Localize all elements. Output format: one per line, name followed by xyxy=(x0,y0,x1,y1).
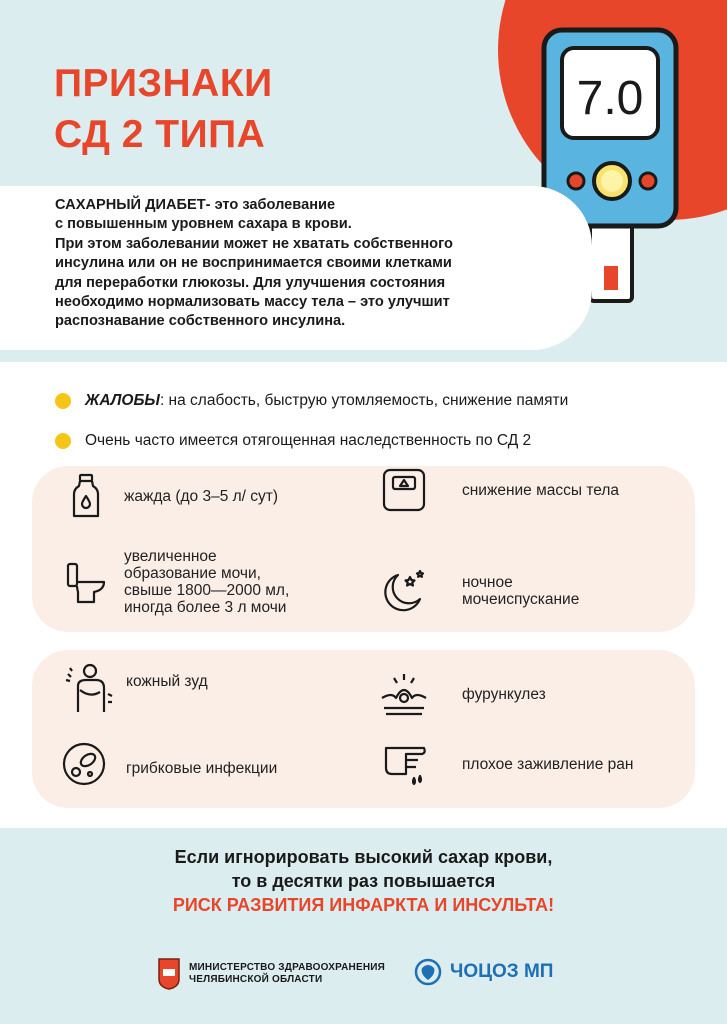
warning-line-3: РИСК РАЗВИТИЯ ИНФАРКТА И ИНСУЛЬТА! xyxy=(172,895,555,915)
ministry-name xyxy=(189,962,385,986)
symptom-label: грибковые инфекции xyxy=(126,759,278,777)
moon-stars-icon xyxy=(380,567,428,615)
bullet-complaints xyxy=(55,381,695,421)
symptom-weight-loss xyxy=(380,466,619,514)
ministry-logo xyxy=(157,957,385,991)
title-line-2: СД 2 ТИПА xyxy=(54,113,266,156)
symptom-itch xyxy=(60,660,208,714)
ministry-line-2: ЧЕЛЯБИНСКОЙ ОБЛАСТИ xyxy=(189,974,323,985)
bullet-list xyxy=(55,381,695,461)
symptom-label-multiline xyxy=(462,574,579,608)
center-logo xyxy=(414,958,553,986)
bullet-heredity xyxy=(55,421,695,461)
symptom-furunculosis xyxy=(380,670,546,718)
definition-line: инсулина или он не воспринимается своими клетками xyxy=(55,255,452,272)
bleeding-finger-icon xyxy=(380,740,428,788)
title-line-1: ПРИЗНАКИ xyxy=(54,62,273,105)
symptom-label: кожный зуд xyxy=(126,672,208,690)
warning-line-2: то в десятки раз повышается xyxy=(231,871,496,891)
ministry-line-1: МИНИСТЕРСТВО ЗДРАВООХРАНЕНИЯ xyxy=(189,962,386,973)
bullet-text xyxy=(85,392,568,410)
symptom-nocturia xyxy=(380,567,579,615)
complaints-label: ЖАЛОБЫ xyxy=(85,392,160,409)
warning-line-1: Если игнорировать высокий сахар крови, xyxy=(174,847,553,867)
symptom-fungal xyxy=(60,740,277,788)
symptom-label-line: мочеиспускание xyxy=(462,591,580,608)
coat-of-arms-icon xyxy=(157,957,181,991)
symptom-poor-healing xyxy=(380,740,633,788)
toilet-icon xyxy=(62,558,110,606)
definition-text xyxy=(55,196,575,332)
bullet-dot xyxy=(55,393,71,409)
definition-line: для переработки глюкозы. Для улучшения состояния xyxy=(55,274,446,291)
symptom-polyuria xyxy=(62,548,289,616)
center-name: ЧОЦОЗ МП xyxy=(450,961,554,982)
symptom-label-multiline xyxy=(124,548,289,616)
skin-boil-icon xyxy=(380,670,428,718)
meter-reading: 7.0 xyxy=(576,72,644,125)
symptom-label: жажда (до 3–5 л/ сут) xyxy=(124,487,279,505)
symptom-label-line: увеличенное xyxy=(124,548,217,565)
symptom-thirst xyxy=(62,472,278,520)
definition-line: распознавание собственного инсулина. xyxy=(55,313,346,330)
bullet-dot xyxy=(55,433,71,449)
scale-icon xyxy=(380,466,428,514)
definition-line: необходимо нормализовать массу тела – это улучшит xyxy=(55,294,450,311)
symptom-label-line: ночное xyxy=(462,574,513,591)
microbe-icon xyxy=(60,740,108,788)
symptom-label: плохое заживление ран xyxy=(462,755,634,773)
symptom-label: снижение массы тела xyxy=(462,481,620,499)
definition-line: При этом заболевании может не хватать собственного xyxy=(55,235,453,252)
symptom-label-line: иногда более 3 л мочи xyxy=(124,599,287,616)
heredity-text: Очень часто имеется отягощенная наследственность по СД 2 xyxy=(85,432,532,449)
globe-icon xyxy=(414,958,442,986)
symptom-label-line: образование мочи, xyxy=(124,565,261,582)
definition-line: с повышенным уровнем сахара в крови. xyxy=(55,216,352,233)
warning-text xyxy=(0,845,727,917)
page-title xyxy=(54,58,273,160)
symptom-label-line: свыше 1800—2000 мл, xyxy=(124,582,290,599)
definition-line: САХАРНЫЙ ДИАБЕТ- это заболевание xyxy=(55,197,336,213)
water-bottle-icon xyxy=(62,472,110,520)
itching-person-icon xyxy=(60,660,114,714)
complaints-text: : на слабость, быструю утомляемость, снижение памяти xyxy=(159,392,569,409)
symptom-label: фурункулез xyxy=(462,685,546,703)
